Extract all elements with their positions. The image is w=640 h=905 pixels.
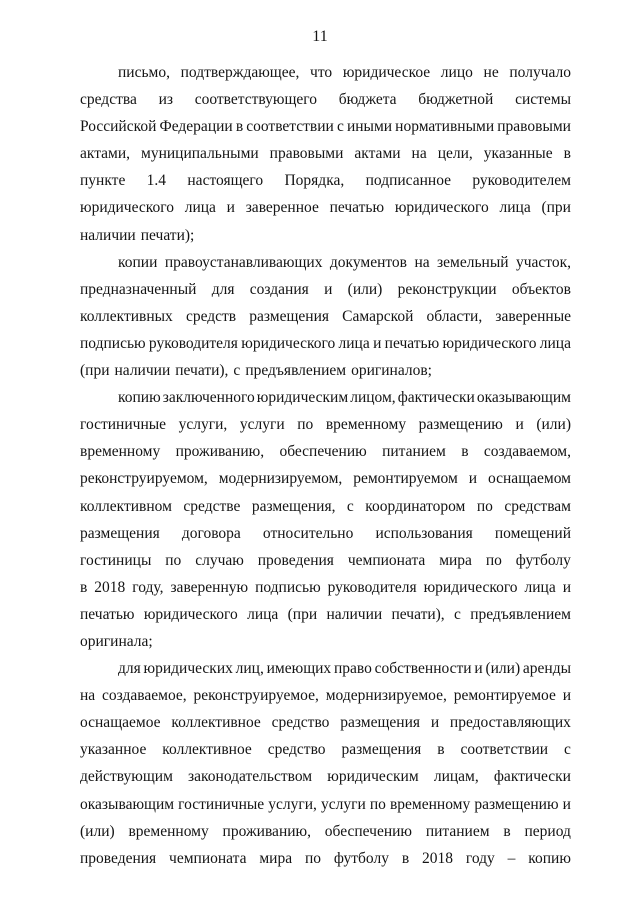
- word: проведения: [257, 551, 334, 569]
- word: лица: [539, 334, 571, 352]
- word: в: [563, 145, 571, 163]
- body-text: [80, 59, 571, 872]
- word: создаваемое,: [102, 687, 187, 705]
- word: оказывающим: [80, 795, 175, 813]
- word: заверенное: [245, 199, 319, 217]
- page-number: 11: [312, 28, 328, 45]
- word: в: [461, 443, 469, 461]
- word: муниципальными: [141, 145, 259, 163]
- word: соответствующего: [194, 91, 318, 109]
- word: земельный: [437, 253, 509, 271]
- word: период: [524, 822, 571, 840]
- word: юридическим: [327, 768, 419, 786]
- word: и: [515, 416, 524, 434]
- word: правовыми: [269, 145, 344, 163]
- word: реконструируемом,: [80, 470, 208, 488]
- word: юридического: [80, 199, 174, 217]
- word: размещению: [474, 795, 559, 813]
- word: размещения: [249, 307, 330, 325]
- word: и: [562, 687, 571, 705]
- word: временному: [80, 443, 161, 461]
- word: услуги: [321, 795, 366, 813]
- word: средство: [271, 714, 330, 732]
- word: и: [226, 199, 235, 217]
- word: имеющих: [266, 660, 332, 678]
- word: размещения: [80, 524, 160, 542]
- word: наличии: [80, 226, 136, 244]
- text-line: [80, 303, 571, 330]
- word: (при: [287, 605, 318, 623]
- word: коллективное: [162, 741, 252, 759]
- word: на: [80, 687, 96, 705]
- word: печати),: [391, 605, 445, 623]
- word: проведения: [80, 849, 157, 867]
- text-line: [80, 330, 571, 357]
- text-line: [80, 465, 571, 492]
- text-line: [80, 438, 571, 465]
- word: соответствии: [460, 741, 549, 759]
- word: предъявлением: [470, 605, 571, 623]
- word: предназначенный: [80, 280, 197, 298]
- text-line: [80, 736, 571, 763]
- word: договора: [181, 524, 241, 542]
- word: для: [211, 280, 235, 298]
- word: соответствии: [246, 118, 334, 136]
- text-line: [80, 113, 571, 140]
- word: использования: [375, 524, 473, 542]
- word: бюджета: [338, 91, 397, 109]
- word: лица: [184, 199, 216, 217]
- text-line: [80, 628, 571, 655]
- word: руководителем: [472, 172, 571, 190]
- word: печатью: [329, 199, 385, 217]
- word: актами,: [80, 145, 131, 163]
- word: услуги: [239, 416, 285, 434]
- word: аренды: [522, 660, 571, 678]
- word: чемпионата: [347, 551, 426, 569]
- word: оказывающим: [476, 389, 571, 407]
- word: коллективном: [80, 497, 172, 515]
- word: обеспечению: [279, 443, 367, 461]
- word: 2018: [94, 578, 126, 596]
- text-line: [80, 194, 571, 221]
- word: на: [414, 253, 430, 271]
- text-line: [80, 682, 571, 709]
- word: нормативными: [395, 118, 495, 136]
- text-line: [80, 222, 571, 249]
- word: коллективных: [80, 307, 173, 325]
- word: документов: [329, 253, 408, 271]
- text-line: [80, 655, 571, 682]
- word: предоставляющих: [449, 714, 571, 732]
- word: заверенную: [170, 578, 249, 596]
- word: питанием: [382, 443, 446, 461]
- word: в: [503, 822, 511, 840]
- word: Федерации: [159, 118, 233, 136]
- word: пункте: [80, 172, 126, 190]
- word: с: [453, 605, 461, 623]
- word: цели,: [437, 145, 473, 163]
- word: печати),: [175, 362, 229, 380]
- text-line: [80, 276, 571, 303]
- word: подписью: [80, 334, 146, 352]
- word: проживанию,: [175, 443, 265, 461]
- word: системы: [515, 91, 571, 109]
- word: 1.4: [146, 172, 167, 190]
- word: гостиницы: [80, 551, 152, 569]
- word: средств: [185, 307, 237, 325]
- word: футболу: [333, 849, 389, 867]
- word: ремонтируемое: [453, 687, 556, 705]
- word: временному: [325, 416, 407, 434]
- text-line: [80, 140, 571, 167]
- word: средство: [267, 741, 326, 759]
- word: юридического: [241, 334, 336, 352]
- word: проживанию,: [222, 822, 311, 840]
- word: случаю: [195, 551, 244, 569]
- word: иными: [346, 118, 393, 136]
- word: указанное: [80, 741, 147, 759]
- word: (при: [541, 199, 571, 217]
- text-line: [80, 818, 571, 845]
- word: средстве: [183, 497, 241, 515]
- word: оригиналов;: [351, 362, 432, 380]
- word: –: [507, 849, 516, 867]
- word: и: [468, 470, 478, 488]
- word: с: [336, 118, 344, 136]
- word: по: [369, 795, 386, 813]
- word: по: [485, 551, 502, 569]
- word: и: [373, 334, 382, 352]
- word: лицом,: [350, 389, 396, 407]
- word: на: [411, 145, 427, 163]
- word: юридических: [143, 660, 233, 678]
- text-line: [80, 493, 571, 520]
- word: из: [158, 91, 173, 109]
- word: лицам,: [433, 768, 479, 786]
- text-line: [80, 167, 571, 194]
- text-line: [80, 845, 571, 872]
- word: модернизируемое,: [325, 687, 447, 705]
- word: право: [333, 660, 372, 678]
- word: временному: [128, 822, 209, 840]
- word: (или): [536, 416, 571, 434]
- word: с: [346, 497, 354, 515]
- word: руководителя: [327, 578, 417, 596]
- word: (при: [80, 362, 110, 380]
- word: (или): [485, 660, 521, 678]
- word: лиц,: [235, 660, 264, 678]
- word: наличии: [114, 362, 171, 380]
- word: юридическим: [256, 389, 349, 407]
- word: услуги,: [268, 795, 317, 813]
- word: подтверждающее,: [180, 64, 300, 81]
- word: питанием: [425, 822, 490, 840]
- text-line: [80, 249, 571, 276]
- word: и: [430, 714, 440, 732]
- word: подписью: [255, 578, 321, 596]
- word: копии: [118, 253, 158, 271]
- word: получало: [509, 64, 571, 81]
- word: руководителя: [148, 334, 238, 352]
- word: модернизируемом,: [218, 470, 343, 488]
- word: реконструируемое,: [193, 687, 319, 705]
- text-line: [80, 791, 571, 818]
- word: печатью: [80, 605, 135, 623]
- word: Порядка,: [284, 172, 345, 190]
- word: лицо: [440, 64, 473, 81]
- word: (или): [347, 280, 383, 298]
- word: 2018: [422, 849, 454, 867]
- word: мира: [259, 849, 293, 867]
- word: реконструкции: [397, 280, 497, 298]
- word: лица: [247, 605, 279, 623]
- word: для: [118, 660, 141, 678]
- word: помещений: [494, 524, 571, 542]
- word: ремонтируемом: [353, 470, 458, 488]
- word: собственности: [374, 660, 472, 678]
- word: размещения,: [251, 497, 336, 515]
- word: размещению: [418, 416, 503, 434]
- word: и: [474, 660, 483, 678]
- word: создаваемом,: [483, 443, 571, 461]
- word: по: [476, 497, 493, 515]
- word: по: [297, 416, 314, 434]
- word: бюджетной: [418, 91, 494, 109]
- text-line: [80, 411, 571, 438]
- word: заключенного: [162, 389, 255, 407]
- text-line: [80, 547, 571, 574]
- text-line: [80, 59, 571, 86]
- word: письмо,: [118, 64, 170, 81]
- word: с: [233, 362, 241, 380]
- word: действующим: [80, 768, 173, 786]
- word: футболу: [515, 551, 571, 569]
- word: обеспечению: [324, 822, 413, 840]
- word: законодательством: [188, 768, 313, 786]
- word: году,: [132, 578, 164, 596]
- word: юридического: [423, 578, 518, 596]
- word: оригинала;: [80, 632, 153, 650]
- word: заверенные: [495, 307, 571, 325]
- text-line: [80, 357, 571, 384]
- word: (или): [80, 822, 115, 840]
- word: лица: [499, 199, 531, 217]
- word: фактически: [493, 768, 571, 786]
- word: размещения: [341, 741, 422, 759]
- word: в: [437, 741, 445, 759]
- text-line: [80, 763, 571, 790]
- word: печати);: [140, 226, 195, 244]
- word: печатью: [384, 334, 440, 352]
- word: актами: [354, 145, 401, 163]
- text-line: [80, 601, 571, 628]
- text-line: [80, 574, 571, 601]
- word: размещения: [340, 714, 420, 732]
- word: копию: [528, 849, 571, 867]
- word: чемпионата: [169, 849, 247, 867]
- word: настоящего: [187, 172, 264, 190]
- word: участок,: [515, 253, 571, 271]
- word: гостиничные: [178, 795, 265, 813]
- word: оснащаемом: [488, 470, 571, 488]
- word: юридического: [442, 334, 537, 352]
- word: предъявлением: [245, 362, 347, 380]
- word: лица: [524, 578, 556, 596]
- word: лица: [338, 334, 370, 352]
- word: указанные: [483, 145, 553, 163]
- word: что: [310, 64, 333, 81]
- word: копию: [118, 389, 161, 407]
- text-line: [80, 86, 571, 113]
- word: правовыми: [497, 118, 571, 136]
- word: подписанное: [365, 172, 452, 190]
- word: средствам: [504, 497, 571, 515]
- word: временному: [389, 795, 471, 813]
- word: в: [235, 118, 244, 136]
- word: в: [80, 578, 88, 596]
- word: фактически: [397, 389, 475, 407]
- word: относительно: [262, 524, 354, 542]
- word: средства: [80, 91, 137, 109]
- word: области,: [426, 307, 483, 325]
- word: объектов: [511, 280, 571, 298]
- word: в: [401, 849, 410, 867]
- word: по: [165, 551, 182, 569]
- word: Самарской: [342, 307, 414, 325]
- word: юридическое: [342, 64, 431, 81]
- text-line: [80, 520, 571, 547]
- word: юридического: [143, 605, 238, 623]
- word: оснащаемое: [80, 714, 161, 732]
- word: коллективное: [171, 714, 261, 732]
- text-line: [80, 709, 571, 736]
- word: услуги,: [178, 416, 228, 434]
- word: и: [562, 795, 571, 813]
- word: создания: [249, 280, 309, 298]
- word: Российской: [80, 118, 157, 136]
- word: координатором: [365, 497, 466, 515]
- word: не: [483, 64, 499, 81]
- word: по: [304, 849, 321, 867]
- word: правоустанавливающих: [164, 253, 323, 271]
- word: и: [562, 578, 571, 596]
- word: и: [324, 280, 333, 298]
- word: наличии: [326, 605, 383, 623]
- word: юридического: [394, 199, 489, 217]
- text-line: [80, 384, 571, 411]
- word: гостиничные: [80, 416, 167, 434]
- word: с: [564, 741, 571, 759]
- word: году: [465, 849, 495, 867]
- word: мира: [439, 551, 472, 569]
